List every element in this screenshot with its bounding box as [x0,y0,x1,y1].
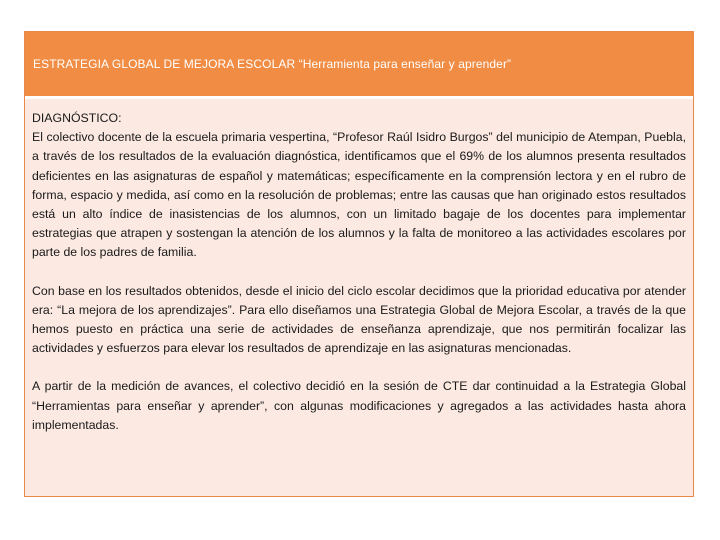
paragraph-spacer [32,358,686,377]
paragraph-priority: Con base en los resultados obtenidos, desde el inicio del ciclo escolar decidimos que la prioridad educativa por atender era: “La mejora de los aprendizajes”. Para ello diseñamos una Estrategia Global de Mejora Escolar, a través de la que hemos puesto en práctica una serie de actividades de enseñanza aprendizaje, que nos permitirán focalizar las actividades y esfuerzos para elevar los resultados de aprendizaje en las asignaturas mencionadas. [32,283,686,356]
paragraph-continuity: A partir de la medición de avances, el colectivo decidió en la sesión de CTE dar continuidad a la Estrategia Global “Herramientas para enseñar y aprender”, con algunas modificaciones y agregados a las actividades hasta ahora implementadas. [32,379,686,432]
paragraph-diagnosis: El colectivo docente de la escuela primaria vespertina, “Profesor Raúl Isidro Burgos” del municipio de Atempan, Puebla, a través de los resultados de la evaluación diagnóstica, identificamos que el 69% de los alumnos presenta resultados deficientes en las asignaturas de español y matemáticas; específicamente en la comprensión lectora y en el rubro de forma, espacio y medida, así como en la resolución de problemas; entre las causas que han originado estos resultados está un alto índice de inasistencias de los alumnos, con un limitado bagaje de los docentes para implementar estrategias que atrapen y sostengan la atención de los alumnos y la falta de monitoreo a las actividades escolares por parte de los padres de familia. [32,130,686,260]
body-cell [25,99,693,496]
content-table [24,31,694,497]
strategy-title: ESTRATEGIA GLOBAL DE MEJORA ESCOLAR “Herramienta para enseñar y aprender” [33,56,512,71]
paragraph-spacer [32,263,686,282]
header-cell [25,32,693,99]
diagnostic-heading: DIAGNÓSTICO: [32,111,122,125]
body-text [32,109,686,435]
